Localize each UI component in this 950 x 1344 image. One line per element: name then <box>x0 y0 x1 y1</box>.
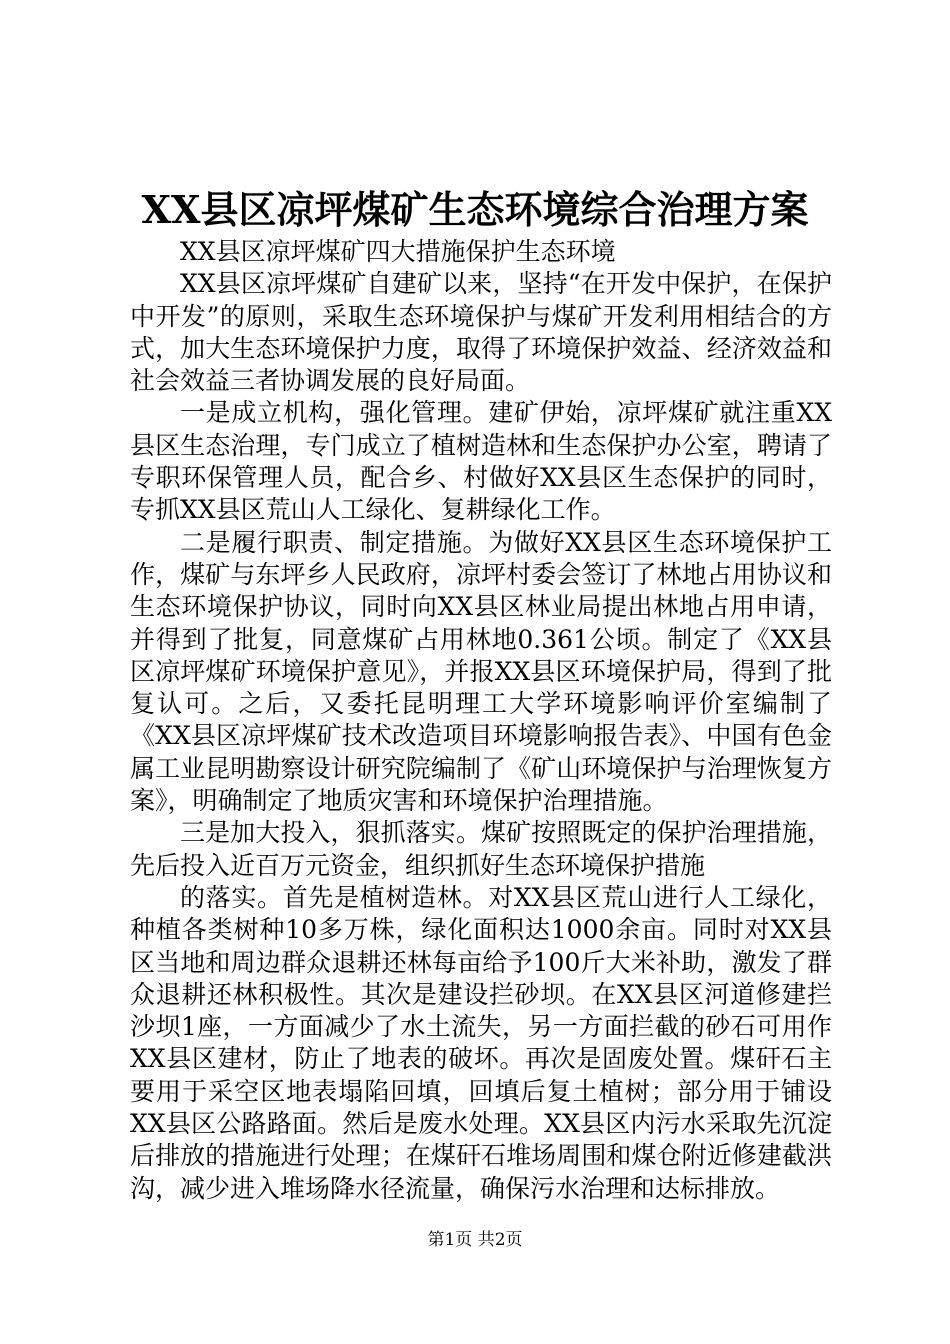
page-number-footer: 第1页 共2页 <box>427 1230 523 1250</box>
paragraph-measure-1: 一是成立机构，强化管理。建矿伊始，凉坪煤矿就注重XX县区生态治理，专门成立了植树造林和生态保护办公室，聘请了专职环保管理人员，配合乡、村做好XX县区生态保护的同时，专抓XX县区荒山人工绿化、复耕绿化工作。 <box>130 398 832 525</box>
document-title: XX县区凉坪煤矿生态环境综合治理方案 <box>141 187 809 232</box>
paragraph-measure-3-continued: 的落实。首先是植树造林。对XX县区荒山进行人工绿化，种植各类树种10多万株，绿化面积达1000余亩。同时对XX县区当地和周边群众退耕还林每亩给予100斤大米补助，激发了群众退耕还林积极性。其次是建设拦砂坝。在XX县区河道修建拦沙坝1座，一方面减少了水土流失，另一方面拦截的砂石可用作XX县区建材，防止了地表的破坏。再次是固废处置。煤矸石主要用于采空区地表塌陷回填，回填后复土植树；部分用于铺设XX县区公路路面。然后是废水处理。XX县区内污水采取先沉淀后排放的措施进行处理；在煤矸石堆场周围和煤仓附近修建截洪沟，减少进入堆场降水径流量，确保污水治理和达标排放。 <box>130 882 832 1203</box>
paragraph-measure-3: 三是加大投入，狠抓落实。煤矿按照既定的保护治理措施，先后投入近百万元资金，组织抓好生态环境保护措施 <box>130 818 832 880</box>
document-subtitle: XX县区凉坪煤矿四大措施保护生态环境 <box>180 237 616 266</box>
paragraph-intro: XX县区凉坪煤矿自建矿以来，坚持“在开发中保护，在保护中开发”的原则，采取生态环境保护与煤矿开发利用相结合的方式，加大生态环境保护力度，取得了环境保护效益、经济效益和社会效益三者协调发展的良好局面。 <box>130 269 832 396</box>
document-body <box>130 236 832 1205</box>
paragraph-measure-2: 二是履行职责、制定措施。为做好XX县区生态环境保护工作，煤矿与东坪乡人民政府，凉坪村委会签订了林地占用协议和生态环境保护协议，同时向XX县区林业局提出林地占用申请，并得到了批复，同意煤矿占用林地0.361公顷。制定了《XX县区凉坪煤矿环境保护意见》，并报XX县区环境保护局，得到了批复认可。之后，又委托昆明理工大学环境影响评价室编制了《XX县区凉坪煤矿技术改造项目环境影响报告表》、中国有色金属工业昆明勘察设计研究院编制了《矿山环境保护与治理恢复方案》，明确制定了地质灾害和环境保护治理措施。 <box>130 527 832 816</box>
